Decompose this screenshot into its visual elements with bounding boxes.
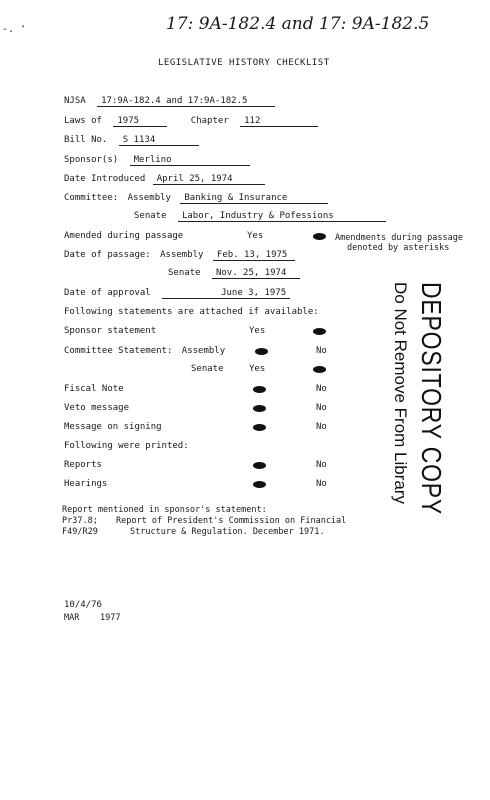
committee-statement-senate-label: Senate [191,364,224,374]
report-title-line1: Report of President's Commission on Financial [116,516,347,526]
njsa-value: 17:9A-182.4 and 17:9A-182.5 [97,96,275,107]
introduced-value: April 25, 1974 [153,174,265,185]
passage-assembly-row [64,250,295,261]
passage-assembly-label: Assembly [160,250,204,260]
laws-label: Laws of [64,116,102,126]
bill-label: Bill No. [64,135,108,145]
committee-assembly-row [64,193,328,204]
do-not-remove-stamp: Do Not Remove From Library [391,282,410,505]
bill-row [64,135,199,146]
njsa-label: NJSA [64,96,86,106]
laws-value: 1975 [113,116,167,127]
page-title: LEGISLATIVE HISTORY CHECKLIST [158,58,330,68]
passage-assembly-value: Feb. 13, 1975 [213,250,295,261]
fiscal-note-yes-blot [253,386,266,393]
approval-label: Date of approval [64,288,151,298]
introduced-label: Date Introduced [64,174,146,184]
committee-assembly-label: Assembly [127,193,171,203]
hearings-yes-blot [253,481,266,488]
committee-statement-senate-no-blot [313,366,326,373]
approval-row [64,288,290,299]
committee-label: Committee: [64,193,119,203]
hearings-no: No [316,479,327,489]
handwritten-statute-reference: 17: 9A-182.4 and 17: 9A-182.5 [166,14,430,34]
committee-statement-label: Committee Statement: [64,346,173,356]
printed-heading: Following were printed: [64,441,189,451]
passage-senate-label: Senate [168,268,201,278]
senate-committee-value: Labor, Industry & Pofessions [178,211,386,222]
committee-statement-assembly-no: No [316,346,327,356]
passage-senate-value: Nov. 25, 1974 [212,268,300,279]
sponsor-statement-yes: Yes [249,326,266,336]
amended-yes: Yes [247,231,264,241]
veto-message-no: No [316,403,327,413]
committee-statement-row [64,346,225,356]
committee-statement-assembly-yes-blot [255,348,268,355]
reports-label: Reports [64,460,102,470]
chapter-label: Chapter [190,116,229,126]
njsa-row [64,96,275,107]
corner-mark: -. ' [2,24,27,35]
bill-value: S 1134 [119,135,199,146]
sponsor-statement-label: Sponsor statement [64,326,157,336]
introduced-row [64,174,265,185]
committee-statement-senate-yes: Yes [249,364,266,374]
amendments-note-line1: Amendments during passage [335,233,463,243]
report-note-line1: Report mentioned in sponsor's statement: [62,505,267,515]
committee-senate-label: Senate [134,211,167,221]
report-call-number-2: F49/R29 [62,527,98,537]
committee-senate-row [134,211,386,222]
passage-senate-row [168,268,300,279]
signing-message-yes-blot [253,424,266,431]
approval-value: June 3, 1975 [162,288,290,299]
report-call-number-1: Pr37.8; [62,516,98,526]
signing-message-label: Message on signing [64,422,162,432]
sponsor-statement-no-blot [313,328,326,335]
amended-label: Amended during passage [64,231,184,241]
depository-copy-stamp: DEPOSITORY COPY [416,282,447,516]
footer-date-2-month: MAR [64,613,80,623]
veto-message-label: Veto message [64,403,130,413]
sponsor-value: Merlino [130,155,250,166]
report-title-line2: Structure & Regulation. December 1971. [130,527,325,537]
signing-message-no: No [316,422,327,432]
veto-message-yes-blot [253,405,266,412]
fiscal-note-no: No [316,384,327,394]
footer-date-1: 10/4/76 [64,600,102,610]
hearings-label: Hearings [64,479,108,489]
chapter-value: 112 [240,116,318,127]
footer-date-2-year: 1977 [100,613,121,623]
laws-row [64,116,318,127]
reports-yes-blot [253,462,266,469]
fiscal-note-label: Fiscal Note [64,384,124,394]
passage-label: Date of passage: [64,250,151,260]
sponsor-row [64,155,250,166]
committee-statement-assembly-label: Assembly [181,346,226,356]
amendments-note-line2: denoted by asterisks [347,243,450,253]
amended-no-blot [313,233,326,240]
attachments-heading: Following statements are attached if available: [64,307,319,317]
sponsor-label: Sponsor(s) [64,155,119,165]
assembly-committee-value: Banking & Insurance [180,193,328,204]
reports-no: No [316,460,327,470]
